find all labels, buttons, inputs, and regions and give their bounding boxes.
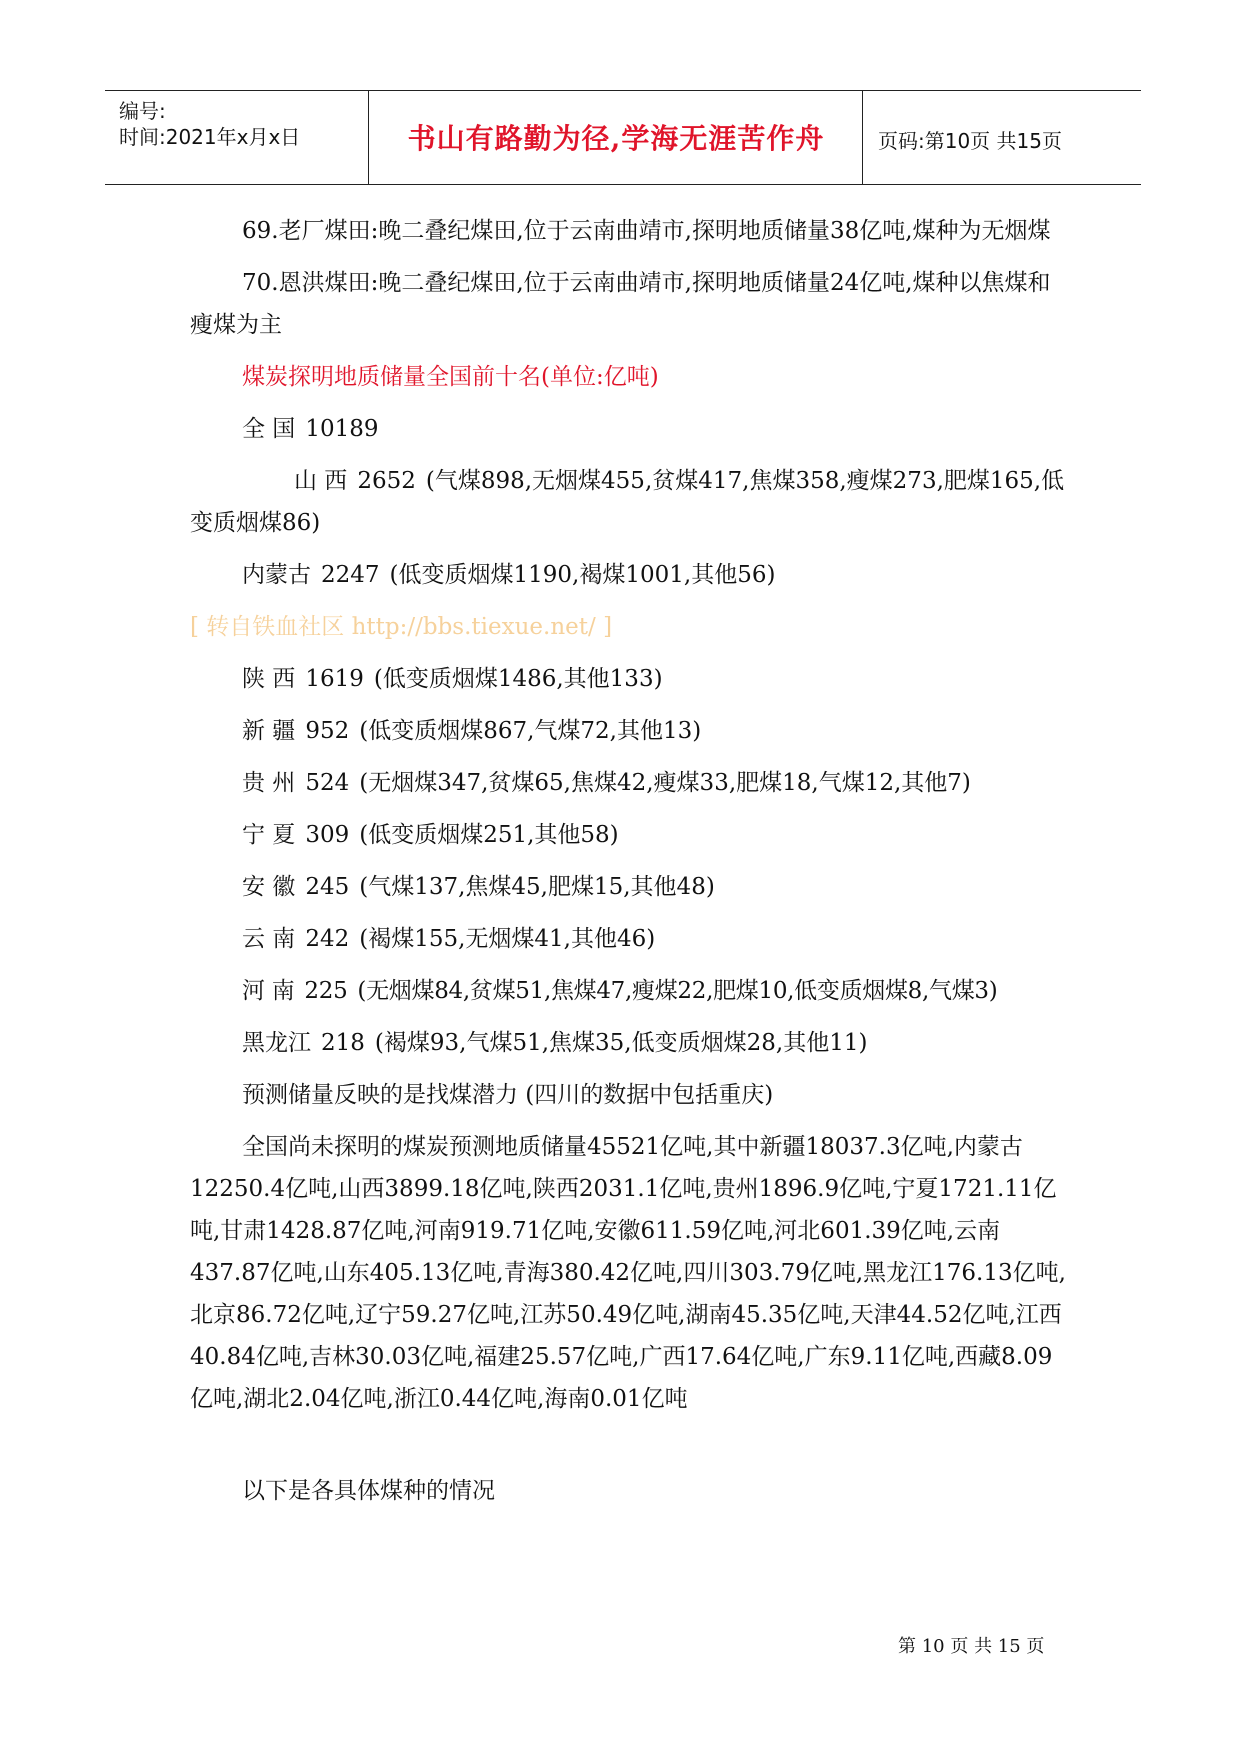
ranking-province: 云 南 [242,926,296,952]
ranking-total: 952 [305,718,350,744]
ranking-row [242,408,1066,450]
ranking-total: 2652 [357,468,416,494]
ranking-detail: (褐煤155,无烟煤41,其他46) [359,926,656,952]
ranking-detail: (低变质烟煤1486,其他133) [373,666,663,692]
forecast-detail: 全国尚未探明的煤炭预测地质储量45521亿吨,其中新疆18037.3亿吨,内蒙古12250.4亿吨,山西3899.18亿吨,陕西2031.1亿吨,贵州1896.9亿吨,宁夏1721.11亿吨,甘肃1428.87亿吨,河南919.71亿吨,安徽611.59亿吨,河北601.39亿吨,云南437.87亿吨,山东405.13亿吨,青海380.42亿吨,四川303.79亿吨,黑龙江176.13亿吨,北京86.72亿吨,辽宁59.27亿吨,江苏50.49亿吨,湖南45.35亿吨,天津44.52亿吨,江西40.84亿吨,吉林30.03亿吨,福建25.57亿吨,广西17.64亿吨,广东9.11亿吨,西藏8.09亿吨,湖北2.04亿吨,浙江0.44亿吨,海南0.01亿吨 [190,1134,1066,1412]
ranking-detail: (气煤898,无烟煤455,贫煤417,焦煤358,瘦煤273,肥煤165,低变质烟煤86) [190,468,1065,536]
ranking-total: 2247 [321,562,380,588]
ranking-detail: (无烟煤84,贫煤51,焦煤47,瘦煤22,肥煤10,低变质烟煤8,气煤3) [357,978,998,1004]
ranking-total: 218 [321,1030,365,1056]
ranking-row [190,460,1066,544]
document-body [190,210,1066,1522]
ranking-detail: (低变质烟煤251,其他58) [359,822,619,848]
ranking-province: 全 国 [242,416,296,442]
ranking-total: 225 [304,978,348,1004]
ranking-detail: (低变质烟煤867,气煤72,其他13) [359,718,702,744]
paragraph-70: 70.恩洪煤田:晚二叠纪煤田,位于云南曲靖市,探明地质储量24亿吨,煤种以焦煤和瘦煤为主 [190,270,1051,338]
ranking-row [242,814,1066,856]
ranking-row [242,918,1066,960]
ranking-row [242,1022,1066,1064]
ranking-detail: (气煤137,焦煤45,肥煤15,其他48) [359,874,715,900]
paragraph-69: 69.老厂煤田:晚二叠纪煤田,位于云南曲靖市,探明地质储量38亿吨,煤种为无烟煤 [242,218,1051,244]
header-motto-cell [370,91,863,184]
ranking-row [242,658,1066,700]
page-header [105,90,1141,185]
ranking-detail: (褐煤93,气煤51,焦煤35,低变质烟煤28,其他11) [374,1030,868,1056]
ranking-province: 河 南 [242,978,295,1004]
blank-line [190,1430,1066,1470]
forecast-note: 预测储量反映的是找煤潜力 (四川的数据中包括重庆) [242,1082,774,1108]
ranking-province: 山 西 [294,468,348,494]
ranking-total: 524 [305,770,350,796]
ranking-row [242,866,1066,908]
top10-title: 煤炭探明地质储量全国前十名(单位:亿吨) [242,364,659,390]
serial-label: 编号: [119,99,166,123]
header-left-cell [105,91,369,184]
ranking-province: 宁 夏 [242,822,296,848]
ranking-total: 245 [305,874,350,900]
header-right-cell [864,91,1141,184]
ranking-detail: (无烟煤347,贫煤65,焦煤42,瘦煤33,肥煤18,气煤12,其他7) [359,770,971,796]
ranking-province: 安 徽 [242,874,296,900]
header-page-label: 页码:第10页 共15页 [878,129,1062,153]
ranking-total: 1619 [305,666,364,692]
ranking-province: 贵 州 [242,770,296,796]
ranking-province: 新 疆 [242,718,296,744]
ranking-row [242,762,1066,804]
motto-text: 书山有路勤为径,学海无涯苦作舟 [407,122,825,155]
ranking-total: 309 [305,822,350,848]
ranking-total: 242 [305,926,350,952]
ranking-province: 黑龙江 [242,1030,311,1056]
ranking-province: 陕 西 [242,666,296,692]
ranking-detail: (低变质烟煤1190,褐煤1001,其他56) [389,562,776,588]
page-footer: 第 10 页 共 15 页 [898,1636,1045,1657]
ranking-total: 10189 [305,416,379,442]
watermark-link: [ 转自铁血社区 http://bbs.tiexue.net/ ] [190,614,613,640]
ranking-row [242,554,1066,596]
ranking-row [242,710,1066,752]
time-label: 时间:2021年x月x日 [119,125,301,149]
ranking-province: 内蒙古 [242,562,311,588]
ranking-row [242,970,1066,1012]
closing-line: 以下是各具体煤种的情况 [242,1478,495,1504]
